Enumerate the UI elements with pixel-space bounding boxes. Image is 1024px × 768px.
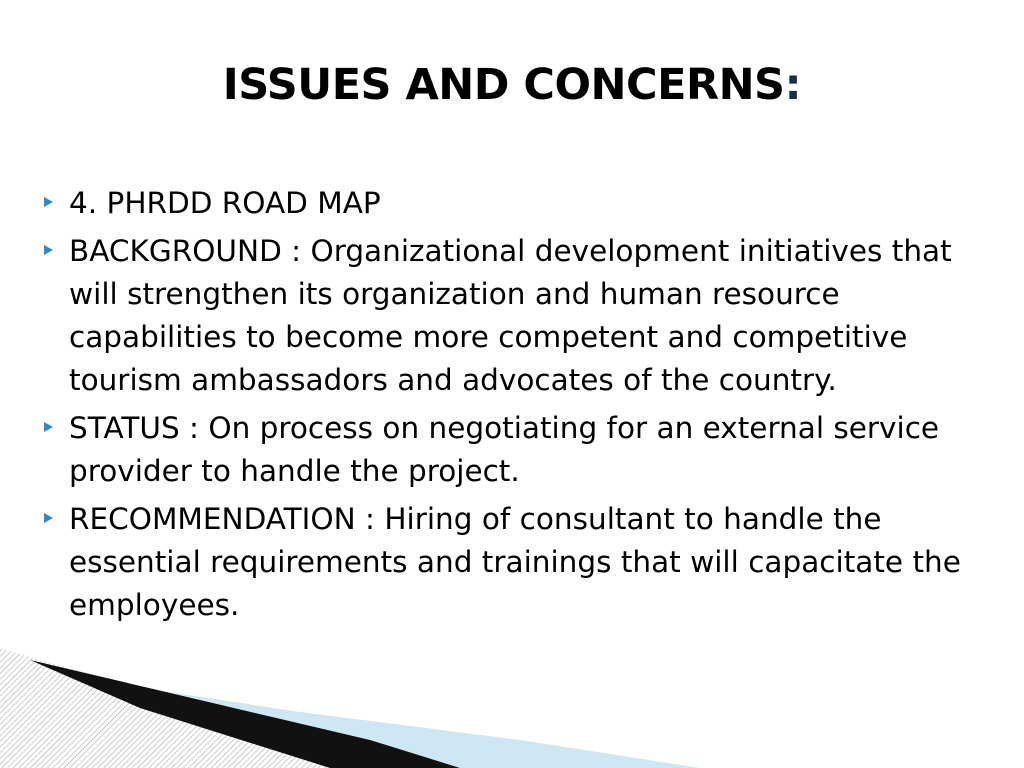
triangle-bullet-icon [44,245,53,255]
triangle-bullet-icon [44,513,53,523]
light-blue-wedge [90,680,700,768]
bullet-item [40,407,1005,493]
bullet-text: RECOMMENDATION : Hiring of consultant to handle the essential requirements and trainings that will capacitate the employees. [69,502,961,622]
slide-title-colon: : [784,60,802,110]
dark-wedge [30,660,460,768]
triangle-bullet-icon [44,422,53,432]
bullet-list [40,182,1005,632]
slide-title [0,55,1024,115]
bullet-text: STATUS : On process on negotiating for an external service provider to handle the project. [69,411,940,488]
bullet-text: 4. PHRDD ROAD MAP [69,186,381,220]
bullet-text: BACKGROUND : Organizational development initiatives that will strengthen its organization and human resource capabilities to become more competent and competitive tourism ambassadors and advocates of the country. [69,234,952,397]
triangle-bullet-icon [44,197,53,207]
bullet-item [40,498,1005,627]
bullet-item [40,182,1005,225]
bullet-item [40,230,1005,402]
slide-title-text: ISSUES AND CONCERNS [222,60,785,110]
hatched-wedge [0,648,420,768]
